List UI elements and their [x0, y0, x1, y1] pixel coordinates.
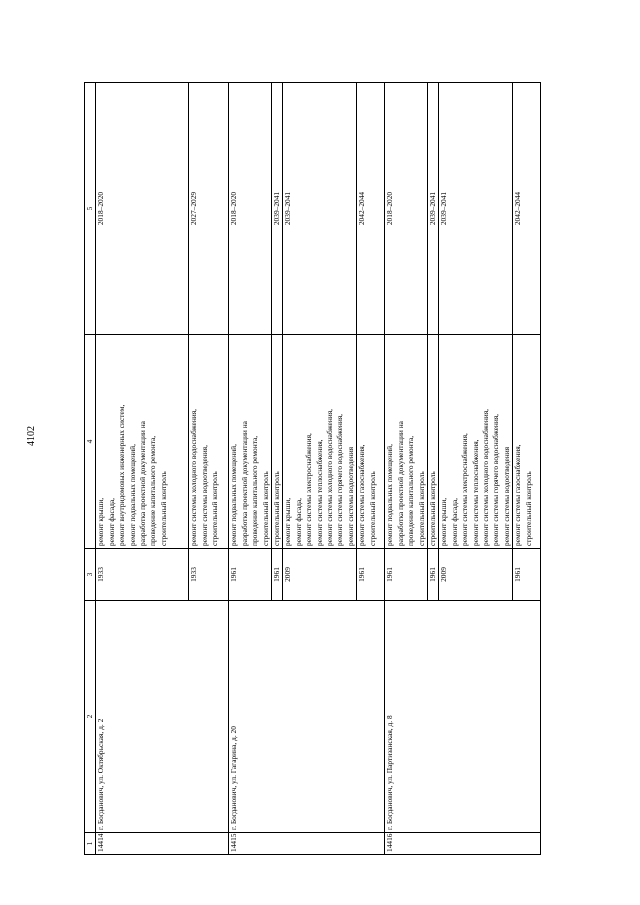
work-line: ремонт системы электроснабжения,: [304, 433, 314, 546]
work-line: ремонт фасада,: [106, 498, 116, 546]
period-cell: 2039–2041: [283, 83, 357, 335]
works-cell: [283, 335, 357, 549]
period-cell: 2018–2020: [229, 83, 272, 335]
work-line: ремонт подвальных помещений,: [229, 444, 239, 546]
year-cell: 2009: [283, 549, 357, 601]
period-cell: 2039–2041: [272, 83, 283, 335]
period-cell: 2039–2041: [439, 83, 513, 335]
work-line: ремонт системы холодного водоснабжения,: [325, 409, 335, 546]
year-cell: 2009: [439, 549, 513, 601]
works-cell: [189, 335, 229, 549]
work-line: проведение капитального ремонта,: [406, 435, 416, 546]
period-cell: 2027–2029: [189, 83, 229, 335]
table-row: [229, 83, 272, 855]
work-line: разработка проектной документации на: [138, 421, 148, 546]
works-cell: [357, 335, 385, 549]
work-line: строительный контроль: [210, 471, 220, 546]
work-line: ремонт системы теплоснабжения,: [314, 439, 324, 546]
work-line: строительный контроль: [158, 471, 168, 546]
works-cell: [513, 335, 541, 549]
works-cell: [385, 335, 428, 549]
work-line: строительный контроль: [523, 471, 533, 546]
year-cell: 1961: [357, 549, 385, 601]
year-cell: 1961: [229, 549, 272, 601]
work-line: ремонт фасада,: [293, 498, 303, 546]
work-line: ремонт системы холодного водоснабжения,: [189, 409, 199, 546]
work-line: разработка проектной документации на: [239, 421, 249, 546]
year-cell: 1961: [513, 549, 541, 601]
header-row: [85, 83, 96, 855]
work-line: ремонт системы газоснабжения,: [513, 444, 523, 546]
work-line: ремонт внутридомовых инженерных систем,: [117, 404, 127, 546]
page-number: 4102: [26, 426, 37, 446]
col-header-3: 3: [85, 549, 96, 601]
row-number: 14416.: [385, 833, 541, 855]
year-cell: 1961: [385, 549, 428, 601]
period-cell: 2039–2041: [427, 83, 438, 335]
work-line: ремонт подвальных помещений,: [385, 444, 395, 546]
period-cell: 2042–2044: [513, 83, 541, 335]
work-line: строительный контроль: [427, 471, 437, 546]
work-line: строительный контроль: [272, 471, 282, 546]
work-line: проведение капитального ремонта,: [250, 435, 260, 546]
work-line: ремонт системы водоотведения,: [199, 445, 209, 546]
rotated-table-container: [84, 83, 542, 855]
works-cell: [96, 335, 189, 549]
work-line: разработка проектной документации на: [395, 421, 405, 546]
works-cell: [439, 335, 513, 549]
work-line: ремонт системы холодного водоснабжения,: [480, 409, 490, 546]
work-line: ремонт крыши,: [96, 497, 106, 546]
row-number: 14414.: [96, 833, 229, 855]
row-number: 14415.: [229, 833, 385, 855]
work-line: ремонт системы газоснабжения,: [357, 444, 367, 546]
year-cell: 1933: [189, 549, 229, 601]
col-header-1: 1: [85, 833, 96, 855]
repair-schedule-table: [84, 82, 541, 855]
col-header-4: 4: [85, 335, 96, 549]
works-cell: [427, 335, 438, 549]
work-line: проведение капитального ремонта,: [148, 435, 158, 546]
period-cell: 2018–2020: [385, 83, 428, 335]
col-header-5: 5: [85, 83, 96, 335]
work-line: ремонт системы водоотведения: [501, 446, 511, 546]
work-line: строительный контроль: [416, 471, 426, 546]
work-line: ремонт системы теплоснабжения,: [470, 439, 480, 546]
work-line: строительный контроль: [367, 471, 377, 546]
works-cell: [229, 335, 272, 549]
year-cell: 1933: [96, 549, 189, 601]
address-cell: г. Богданович, ул. Гагарина, д. 20: [229, 601, 385, 833]
table-row: [96, 83, 189, 855]
year-cell: 1961: [272, 549, 283, 601]
period-cell: 2018–2020: [96, 83, 189, 335]
work-line: ремонт крыши,: [283, 497, 293, 546]
works-cell: [272, 335, 283, 549]
work-line: ремонт фасада,: [449, 498, 459, 546]
work-line: ремонт системы горячего водоснабжения,: [335, 413, 345, 546]
work-line: строительный контроль: [260, 471, 270, 546]
work-line: ремонт крыши,: [439, 497, 449, 546]
work-line: ремонт подвальных помещений,: [127, 444, 137, 546]
address-cell: г. Богданович, ул. Октябрьская, д. 2: [96, 601, 229, 833]
work-line: ремонт системы электроснабжения,: [460, 433, 470, 546]
year-cell: 1961: [427, 549, 438, 601]
period-cell: 2042–2044: [357, 83, 385, 335]
col-header-2: 2: [85, 601, 96, 833]
table-row: [385, 83, 428, 855]
work-line: ремонт системы горячего водоснабжения,: [491, 413, 501, 546]
table-body: [96, 83, 541, 855]
work-line: ремонт системы водоотведения: [345, 446, 355, 546]
address-cell: г. Богданович, ул. Партизанская, д. 8: [385, 601, 541, 833]
